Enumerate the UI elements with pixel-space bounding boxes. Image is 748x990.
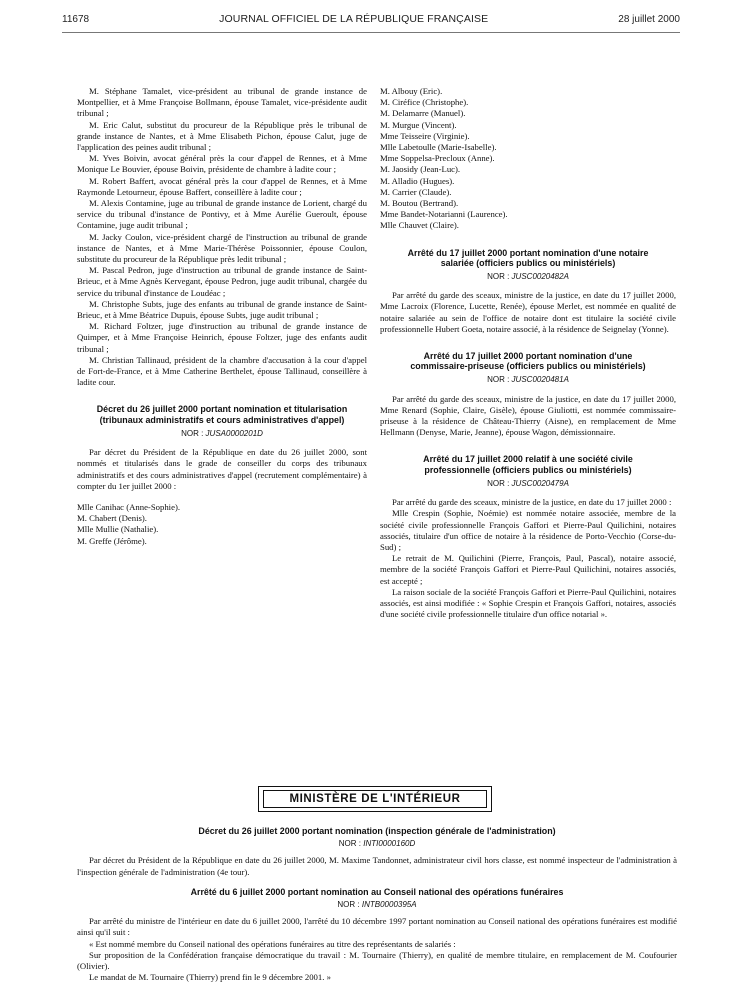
- interior-section: [77, 826, 677, 983]
- ministry-label: MINISTÈRE DE L'INTÉRIEUR: [263, 790, 487, 808]
- paragraph: M. Jacky Coulon, vice-président chargé de l'instruction au tribunal de grande instance de Nantes, et à Mme Marie-Thérèse Poissonnier, épouse Coulon, substitute du procureur de la République près ledit tribunal ;: [77, 231, 367, 265]
- paragraph: Par décret du Président de la République en date du 26 juillet 2000, sont nommés et titularisés dans le grade de conseiller du corps des tribunaux administratifs et des cours administratives d'appel (recrutement complémentaire) à compter du 1er juillet 2000 :: [77, 447, 367, 491]
- paragraph: La raison sociale de la société François Gaffori et Pierre-Paul Quilichini, notaires associés, est ainsi modifiée : « Sophie Crespin et François Gaffori, notaires, associés d'une société civile professionnelle titulaire d'un office notarial ».: [380, 586, 676, 620]
- appointee-name: Mlle Chauvet (Claire).: [380, 220, 459, 231]
- nor-reference: NOR : JUSC0020482A: [487, 272, 569, 282]
- paragraph: Par arrêté du garde des sceaux, ministre de la justice, en date du 17 juillet 2000, Mme Lacroix (Florence, Lucette, Renée), épouse Merlet, est nommée en qualité de notaire salariée au sein de l'office de notaire dont est titulaire la société civile professionnelle Hubert Goeta, notaire associé, à la résidence de Seignelay (Yonne).: [380, 290, 676, 334]
- paragraph: Le mandat de M. Tournaire (Thierry) prend fin le 9 décembre 2001. »: [89, 972, 331, 983]
- appointee-name: Mlle Labetoulle (Marie-Isabelle).: [380, 142, 497, 153]
- appointee-name: Mlle Canihac (Anne-Sophie).: [77, 501, 181, 512]
- appointee-name: M. Carrier (Claude).: [380, 186, 452, 197]
- decree-title: Décret du 26 juillet 2000 portant nomination (inspection générale de l'administration): [198, 826, 556, 836]
- paragraph: M. Christophe Subts, juge des enfants au tribunal de grande instance de Saint-Brieuc, et à Mme Béatrice Dupuis, épouse Subts, juge audit tribunal ;: [77, 298, 367, 321]
- decree-title: Décret du 26 juillet 2000 portant nomination et titularisation (tribunaux administratifs et cours administratives d'appel): [96, 404, 348, 425]
- journal-title: JOURNAL OFFICIEL DE LA RÉPUBLIQUE FRANÇAISE: [219, 13, 489, 25]
- appointee-name: M. Murgue (Vincent).: [380, 119, 457, 130]
- nor-reference: NOR : JUSC0020479A: [487, 478, 569, 488]
- appointee-name: M. Ciréfice (Christophe).: [380, 97, 469, 108]
- paragraph: M. Richard Foltzer, juge d'instruction au tribunal de grande instance de Quimper, et à Mme Françoise Heinrich, épouse Foltzer, juge des enfants audit tribunal ;: [77, 321, 367, 354]
- paragraph: M. Pascal Pedron, juge d'instruction au tribunal de grande instance de Saint-Brieuc, et à Mme Agnès Kervegant, épouse Pedron, juge audit tribunal, chargée du service du tribunal d'instance de Loudéac ;: [77, 265, 367, 298]
- ministry-heading: [258, 786, 492, 812]
- paragraph: Par arrêté du garde des sceaux, ministre de la justice, en date du 17 juillet 2000, Mme Renard (Sophie, Claire, Gisèle), épouse Giuliotti, est nommée commissaire-priseuse à la résidence de Château-Thierry (Aisne), en remplacement de Mme Hellmann (Denyse, Marie, Jeanne), épouse Wagon, démissionnaire.: [380, 393, 676, 438]
- appointee-name: Mme Teisseire (Virginie).: [380, 130, 470, 141]
- issue-date: 28 juillet 2000: [618, 13, 680, 25]
- paragraph: M. Christian Tallinaud, président de la chambre d'accusation à la cour d'appel de Fort-de-France, et à Mme Catherine Berthelet, épouse Tallinaud, conseillère à ladite cour.: [77, 354, 367, 388]
- arrete-title: Arrêté du 17 juillet 2000 portant nomination d'une commissaire-priseuse (officiers publics ou ministériels): [410, 351, 646, 372]
- nor-reference: NOR : INTB0000395A: [337, 900, 417, 910]
- appointee-name: M. Albouy (Eric).: [380, 86, 443, 96]
- appointee-name: Mme Soppelsa-Precloux (Anne).: [380, 153, 495, 164]
- paragraph: Par décret du Président de la République en date du 26 juillet 2000, M. Maxime Tandonnet, administrateur civil hors classe, est nommé inspecteur de l'administration à l'inspection générale de l'administration (4e tour).: [77, 855, 677, 877]
- left-column: [77, 86, 367, 547]
- appointee-name: Mlle Mullie (Nathalie).: [77, 524, 159, 535]
- arrete-title: Arrêté du 6 juillet 2000 portant nomination au Conseil national des opérations funéraires: [190, 886, 564, 897]
- nor-reference: NOR : JUSA0000201D: [181, 428, 263, 438]
- page-number: 11678: [62, 13, 90, 25]
- paragraph: Mlle Crespin (Sophie, Noémie) est nommée notaire associée, membre de la société civile professionnelle François Gaffori et Pierre-Paul Quilichini, notaires associés, titulaire d'un office de notaire à la résidence de Porto-Vecchio (Corse-du-Sud) ;: [380, 508, 676, 552]
- nor-reference: NOR : INTI0000160D: [338, 839, 416, 849]
- arrete-title: Arrêté du 17 juillet 2000 portant nomination d'une notaire salariée (officiers publics ou ministériels): [407, 247, 649, 268]
- paragraph: M. Alexis Contamine, juge au tribunal de grande instance de Lorient, chargé du service du tribunal d'instance de Pontivy, et à Mme Aurélie Gueroult, épouse Contamine, juge audit tribunal ;: [77, 198, 367, 231]
- paragraph: Le retrait de M. Quilichini (Pierre, François, Paul, Pascal), notaire associé, membre de la société François Gaffori et Pierre-Paul Quilichini, notaires associés, est accepté ;: [380, 553, 676, 586]
- paragraph: Par arrêté du ministre de l'intérieur en date du 6 juillet 2000, l'arrêté du 10 décembre 1997 portant nomination au Conseil national des opérations funéraires est modifié ainsi qu'il suit :: [77, 916, 677, 938]
- paragraph: Par arrêté du garde des sceaux, ministre de la justice, en date du 17 juillet 2000 :: [392, 497, 672, 508]
- paragraph: M. Stéphane Tamalet, vice-président au tribunal de grande instance de Montpellier, et à Mme Françoise Bollmann, épouse Tamalet, vice-présidente audit tribunal ;: [77, 86, 367, 119]
- arrete-title: Arrêté du 17 juillet 2000 relatif à une société civile professionnelle (officiers publics ou ministériels): [423, 454, 633, 475]
- appointee-name: M. Boutou (Bertrand).: [380, 198, 459, 209]
- appointee-name: M. Chabert (Denis).: [77, 513, 147, 524]
- paragraph: M. Yves Boivin, avocat général près la cour d'appel de Rennes, et à Mme Monique Le Bouvier, épouse Boivin, présidente de chambre à ladite cour ;: [77, 153, 367, 175]
- nor-reference: NOR : JUSC0020481A: [487, 375, 569, 385]
- appointee-name: Mme Bandet-Notarianni (Laurence).: [380, 209, 508, 220]
- appointee-name: M. Jaosidy (Jean-Luc).: [380, 164, 461, 175]
- paragraph: Sur proposition de la Confédération française démocratique du travail : M. Tournaire (Thierry), en qualité de membre titulaire, en remplacement de M. Coufourier (Olivier).: [77, 949, 677, 972]
- page-header: [62, 10, 680, 33]
- paragraph: « Est nommé membre du Conseil national des opérations funéraires au titre des représentants de salariés :: [89, 938, 456, 949]
- appointee-name: M. Delamarre (Manuel).: [380, 108, 466, 119]
- right-column: [380, 86, 676, 620]
- appointee-name: M. Alladio (Hugues).: [380, 175, 455, 186]
- paragraph: M. Eric Calut, substitut du procureur de la République près le tribunal de grande instance de Nantes, et à Mme Elisabeth Pichon, épouse Calut, juge de l'application des peines audit tribunal ;: [77, 119, 367, 153]
- appointee-name: M. Greffe (Jérôme).: [77, 535, 147, 546]
- paragraph: M. Robert Baffert, avocat général près la cour d'appel de Rennes, et à Mme Raymonde Letourneur, épouse Baffert, conseillère à ladite cour ;: [77, 175, 367, 197]
